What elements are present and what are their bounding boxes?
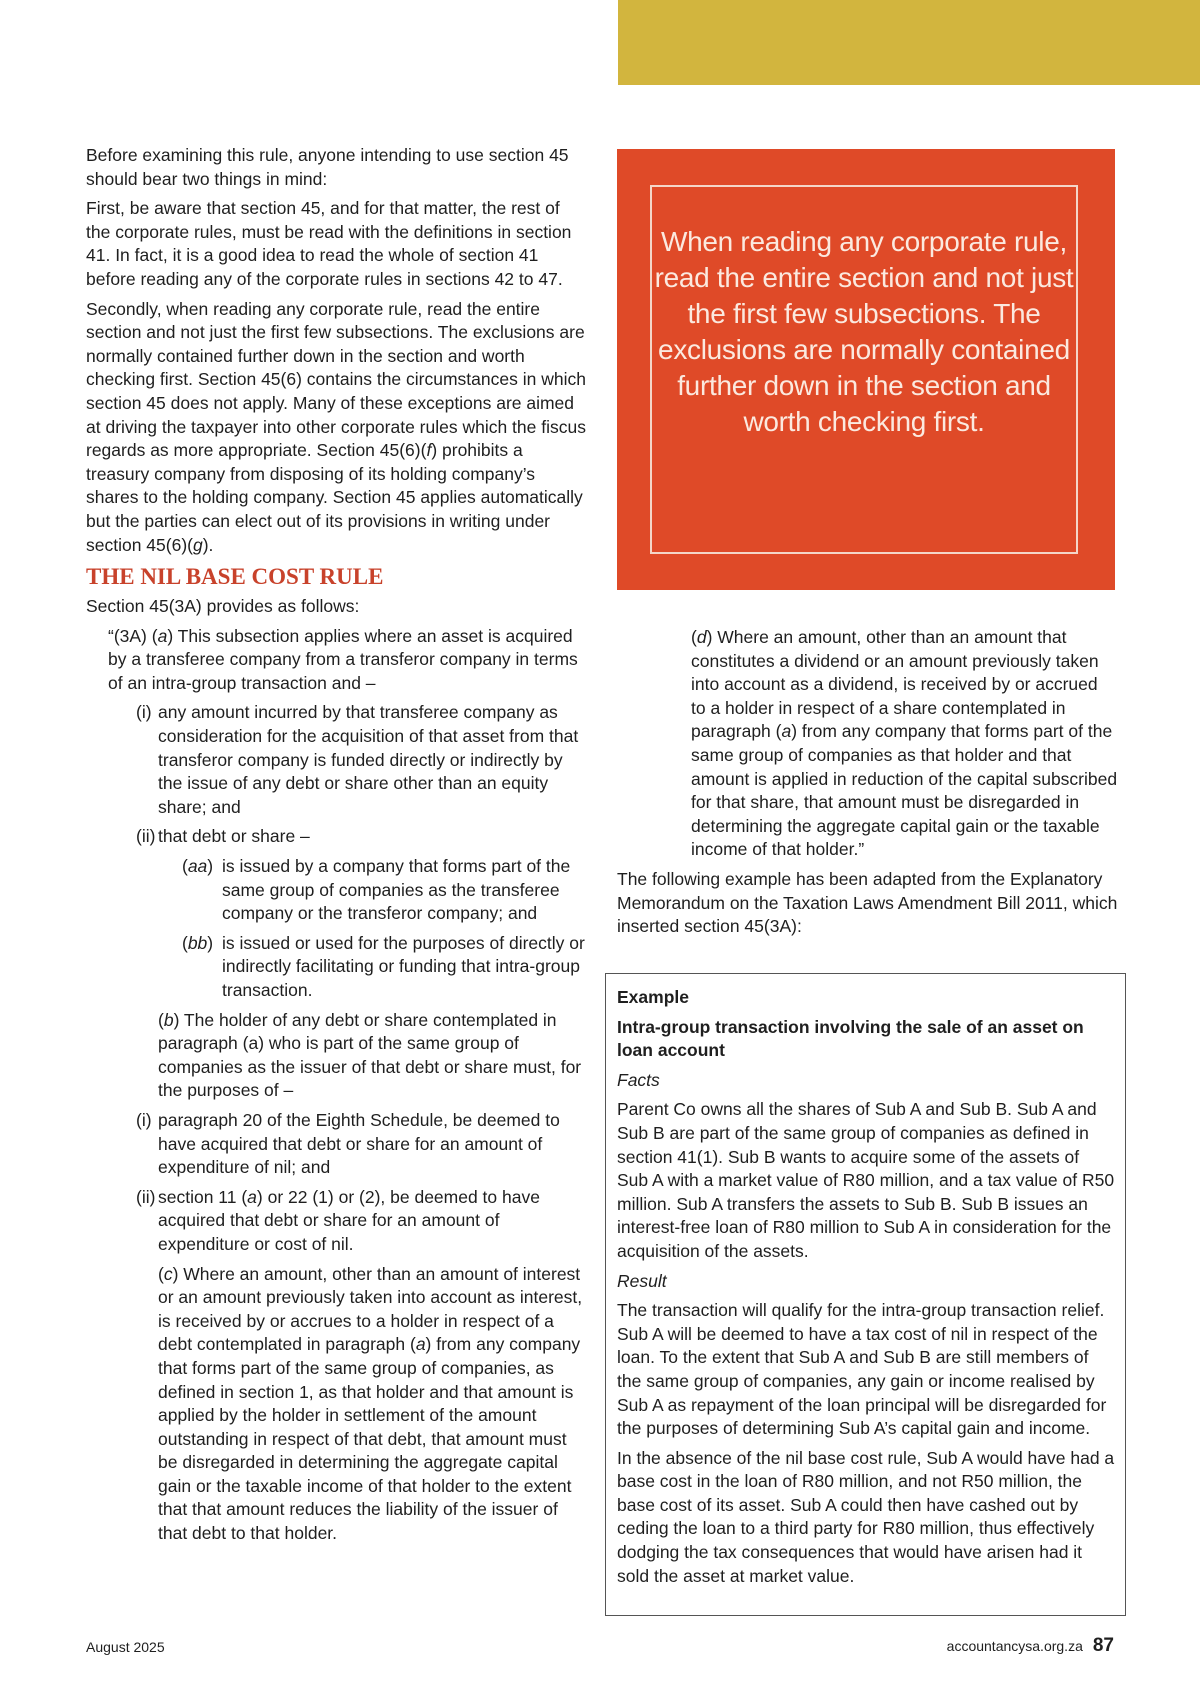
pull-quote-box xyxy=(617,149,1115,590)
example-title: Intra-group transaction involving the sale of an asset on loan account xyxy=(617,1016,1084,1061)
example-box xyxy=(605,973,1126,1616)
item-i-text: any amount incurred by that transferee company as consideration for the acquisition of that asset from that transferor company is funded directly or indirectly by the issue of any debt or share other than an equity share; and xyxy=(158,702,579,817)
absence-text: In the absence of the nil base cost rule, Sub A would have had a base cost in the loan of R80 million, and not R50 million, the base cost of its asset. Sub A could then have cashed out by ceding the loan to a third party for R80 million, thus effectively dodging the tax consequences that would have arisen had it sold the asset at market value. xyxy=(617,1447,1115,1586)
result-text: The transaction will qualify for the intra-group transaction relief. Sub A will be deemed to have a tax cost of nil in respect of the loan. To the extent that Sub A and Sub B are still members of the same group of companies, any gain or income realised by Sub A as repayment of the loan principal will be disregarded for the purposes of determining Sub A’s capital gain and income. xyxy=(617,1300,1107,1439)
statute-quote xyxy=(108,625,586,1546)
item-i-second xyxy=(108,1109,586,1180)
subsection-3a-a xyxy=(108,625,586,696)
right-column xyxy=(617,626,1127,945)
item-bb-number: (bb) xyxy=(182,932,214,953)
item-aa-text: is issued by a company that forms part of the same group of companies as the transferee company or the transferor company; and xyxy=(222,856,571,924)
item-ii xyxy=(108,825,586,849)
pull-quote-text: When reading any corporate rule, read the entire section and not just the first few subsections. The exclusions are normally contained further down in the section and worth checking first. xyxy=(654,226,1074,437)
subsection-3a-letter: a xyxy=(157,625,168,646)
item-ii-text: that debt or share – xyxy=(158,826,310,847)
result-label: Result xyxy=(617,1270,667,1291)
following-paragraph: The following example has been adapted from the Explanatory Memorandum on the Taxation Laws Amendment Bill 2011, which inserted section 45(3A): xyxy=(617,868,1118,937)
item-aa xyxy=(108,855,586,926)
item-bb-text: is issued or used for the purposes of directly or indirectly facilitating or funding that intra-group transaction. xyxy=(222,932,585,1000)
second-letter-g: g xyxy=(193,534,203,555)
item-ii-second-number: (ii) xyxy=(136,1186,156,1207)
item-i xyxy=(108,701,586,819)
second-text-c: ). xyxy=(202,534,214,555)
example-label: Example xyxy=(617,987,689,1007)
footer-date: August 2025 xyxy=(86,1639,165,1655)
paragraph-c: (c) Where an amount, other than an amount of interest or an amount previously taken into account as interest, is received by or accrues to a holder in respect of a debt contemplated in paragraph (a) from any company that forms part of the same group of companies, as defined in section 1, as that holder and that amount is applied by the holder in settlement of the amount outstanding in respect of that debt, that amount must be disregarded in determining the aggregate capital gain or the taxable income of that holder to the extent that that amount reduces the liability of the issuer of that debt to that holder. xyxy=(158,1263,583,1544)
second-letter-f: f xyxy=(426,440,432,461)
item-ii-second xyxy=(108,1186,586,1257)
left-column xyxy=(86,144,586,1552)
intro-paragraph: Before examining this rule, anyone intending to use section 45 should bear two things in mind: xyxy=(86,145,569,189)
item-aa-number: (aa) xyxy=(182,856,214,877)
item-i-number: (i) xyxy=(136,702,152,723)
header-accent-bar xyxy=(618,0,1200,85)
footer-right xyxy=(947,1634,1114,1659)
first-point-paragraph: First, be aware that section 45, and for that matter, the rest of the corporate rules, must be read with the definitions in section 41. In fact, it is a good idea to read the whole of section 41 before reading any of the corporate rules in sections 42 to 47. xyxy=(86,198,572,289)
provides-paragraph: Section 45(3A) provides as follows: xyxy=(86,596,360,617)
paragraph-d: (d) Where an amount, other than an amount that constitutes a dividend or an amount previously taken into account as a dividend, is received by or accrued to a holder in respect of a share contemplated in paragraph (a) from any company that forms part of the same group of companies as that holder and that amount is applied in reduction of the capital subscribed for that share, that amount must be disregarded in determining the aggregate capital gain or the taxable income of that holder.” xyxy=(691,627,1118,860)
facts-text: Parent Co owns all the shares of Sub A and Sub B. Sub A and Sub B are part of the same group of companies as defined in section 41(1). Sub B wants to acquire some of the assets of Sub A with a market value of R80 million, and a tax value of R50 million. Sub A transfers the assets to Sub B. Sub B issues an interest-free loan of R80 million to Sub A in consideration for the acquisition of the assets. xyxy=(617,1099,1115,1261)
paragraph-b: (b) The holder of any debt or share contemplated in paragraph (a) who is part of the same group of companies as the issuer of that debt or share must, for the purposes of – xyxy=(158,1009,582,1101)
item-i-second-text: paragraph 20 of the Eighth Schedule, be deemed to have acquired that debt or share for an amount of expenditure of nil; and xyxy=(158,1109,560,1178)
page-number: 87 xyxy=(1092,1635,1114,1656)
item-ii-number: (ii) xyxy=(136,826,156,847)
subsection-3a-text: ) This subsection applies where an asset is acquired by a transferee company from a transferor company in terms of an intra-group transaction and – xyxy=(108,625,578,693)
item-ii-second-text: section 11 (a) or 22 (1) or (2), be deemed to have acquired that debt or share for an amount of expenditure or cost of nil. xyxy=(158,1186,540,1254)
pull-quote-frame xyxy=(650,185,1078,554)
second-text-a: Secondly, when reading any corporate rule, read the entire section and not just the first few subsections. The exclusions are normally contained further down in the section and worth checking first. Section 45(6) contains the circumstances in which section 45 does not apply. Many of these exceptions are aimed at driving the taxpayer into other corporate rules which the fiscus regards as more appropriate. Section 45(6)( xyxy=(86,298,586,461)
item-i-second-number: (i) xyxy=(136,1109,152,1130)
second-point-paragraph xyxy=(86,298,586,558)
footer-site-link[interactable]: accountancysa.org.za xyxy=(946,1638,1083,1654)
second-text-b: ) prohibits a treasury company from disposing of its holding company’s shares to the holding company. Section 45 applies automatically but the parties can elect out of its provisions in writing under section 45(6)( xyxy=(86,440,583,555)
section-heading: THE NIL BASE COST RULE xyxy=(86,564,384,590)
facts-label: Facts xyxy=(617,1069,660,1090)
subsection-3a-prefix: “(3A) ( xyxy=(108,625,158,646)
item-bb xyxy=(108,932,586,1003)
